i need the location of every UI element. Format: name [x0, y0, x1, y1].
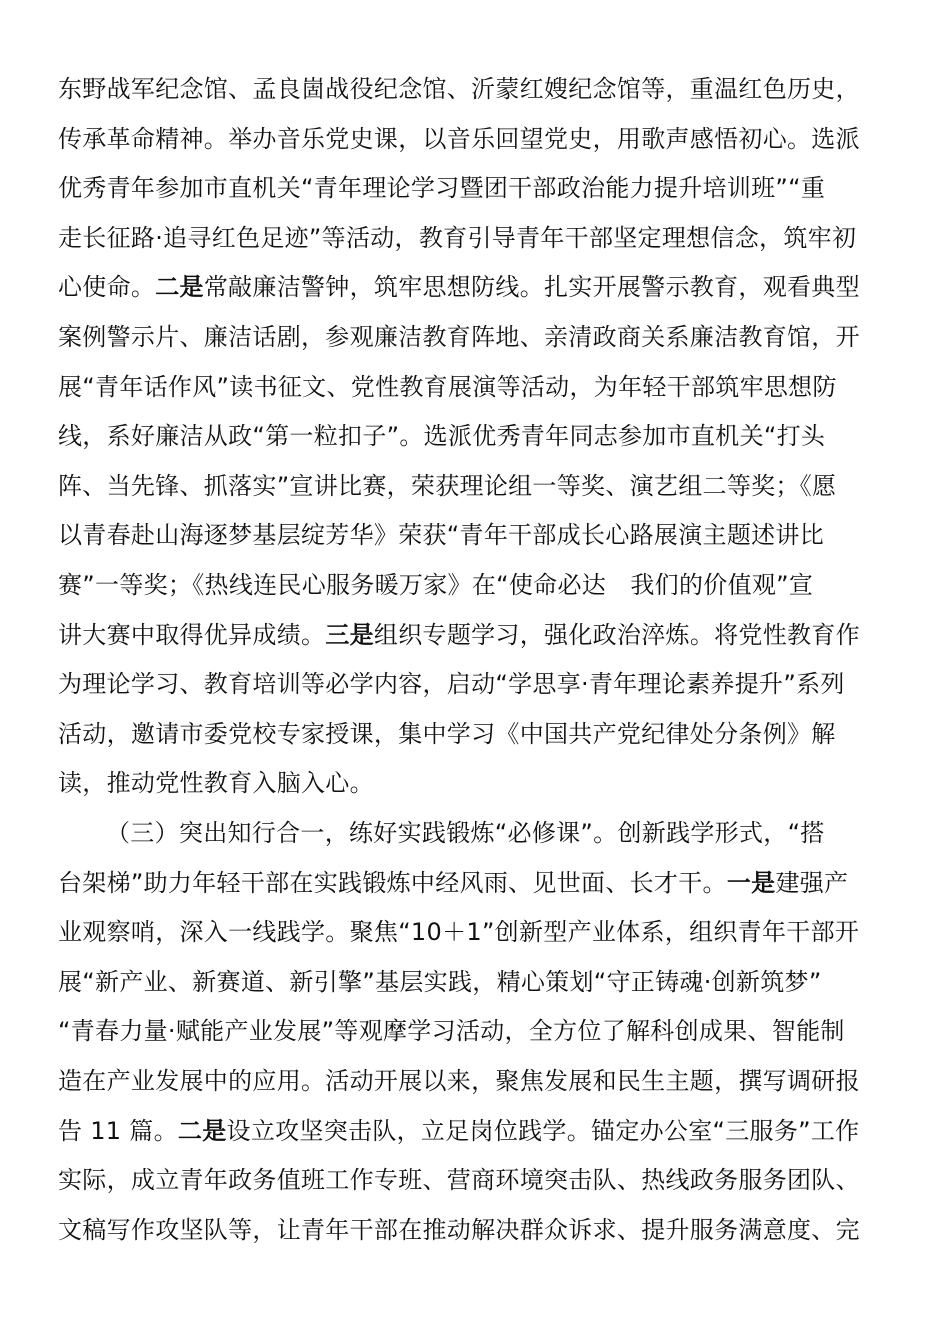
- text-segment: 传承革命精神。举办音乐党史课，以音乐回望党史，用歌声感悟初心。选派: [58, 124, 860, 153]
- text-segment: 走长征路·追寻红色足迹”等活动，教育引导青年干部坚定理想信念，筑牢初: [58, 223, 857, 252]
- text-line: [58, 69, 892, 109]
- text-segment: 组织专题学习，强化政治淬炼。将党性教育作: [373, 620, 860, 649]
- text-line: [58, 863, 892, 903]
- text-segment: 造在产业发展中的应用。活动开展以来，聚焦发展和民生主题，撰写调研报: [58, 1067, 860, 1095]
- text-line: [58, 714, 892, 754]
- text-segment: 告 11 篇。: [58, 1116, 178, 1145]
- text-line: [58, 267, 892, 307]
- text-line: [58, 1210, 892, 1250]
- text-line: [58, 1011, 892, 1051]
- text-segment: 实际，成立青年政务值班工作专班、营商环境突击队、热线政务服务团队、: [58, 1166, 860, 1195]
- text-segment: 以青春赴山海逐梦基层绽芳华》荣获“青年干部成长心路展演主题述讲比: [58, 521, 825, 550]
- text-segment: 展“青年话作风”读书征文、党性教育展演等活动，为年轻干部筑牢思想防: [58, 372, 837, 401]
- text-segment: 东野战军纪念馆、孟良崮战役纪念馆、沂蒙红嫂纪念馆等，重温红色历史，: [58, 75, 860, 103]
- text-segment: 赛”一等奖；《热线连民心服务暖万家》在“使命必达 我们的价值观”宣: [58, 571, 814, 599]
- text-segment: 业观察哨，深入一线践学。聚焦“10＋1”创新型产业体系，组织青年干部开: [58, 918, 860, 947]
- bold-marker: 二是: [155, 273, 204, 302]
- text-segment: 文稿写作攻坚队等，让青年干部在推动解决群众诉求、提升服务满意度、完: [58, 1215, 860, 1244]
- text-segment: 常敲廉洁警钟，筑牢思想防线。扎实开展警示教育，观看典型: [203, 273, 860, 302]
- text-line: [106, 813, 892, 853]
- text-line: [58, 912, 892, 952]
- text-line: [58, 218, 892, 258]
- text-line: [58, 119, 892, 159]
- bold-marker: 一是: [726, 868, 776, 897]
- text-segment: 设立攻坚突击队，立足岗位践学。锚定办公室“三服务”工作: [226, 1116, 860, 1145]
- text-line: [58, 168, 892, 208]
- text-line: [58, 317, 892, 357]
- text-line: [58, 515, 892, 555]
- bold-marker: 三是: [325, 620, 374, 649]
- text-line: [58, 1061, 892, 1101]
- text-segment: 优秀青年参加市直机关“青年理论学习暨团干部政治能力提升培训班”“重: [58, 174, 826, 203]
- text-line: [58, 763, 892, 803]
- text-segment: 展“新产业、新赛道、新引擎”基层实践，精心策划“守正铸魂·创新筑梦”: [58, 967, 822, 996]
- text-segment: 台架梯”助力年轻干部在实践锻炼中经风雨、见世面、长才干。: [58, 868, 727, 897]
- text-line: [58, 466, 892, 506]
- text-segment: 建强产: [775, 868, 849, 897]
- text-line: [58, 962, 892, 1002]
- text-line: [58, 664, 892, 704]
- text-segment: 讲大赛中取得优异成绩。: [58, 620, 326, 649]
- text-line: [58, 615, 892, 655]
- text-segment: 线，系好廉洁从政“第一粒扣子”。选派优秀青年同志参加市直机关“打头: [58, 422, 826, 451]
- text-segment: 案例警示片、廉洁话剧，参观廉洁教育阵地、亲清政商关系廉洁教育馆，开: [58, 323, 860, 351]
- bold-marker: 二是: [177, 1116, 227, 1145]
- text-segment: 为理论学习、教育培训等必学内容，启动“学思享·青年理论素养提升”系列: [58, 670, 845, 699]
- text-segment: 活动，邀请市委党校专家授课，集中学习《中国共产党纪律处分条例》解: [58, 719, 836, 748]
- text-segment: 读，推动党性教育入脑入心。: [58, 769, 374, 798]
- text-line: [58, 416, 892, 456]
- text-line: [58, 367, 892, 407]
- text-line: [58, 565, 892, 605]
- text-segment: （三）突出知行合一，练好实践锻炼“必修课”。创新践学形式，“搭: [106, 819, 825, 847]
- text-segment: 阵、当先锋、抓落实”宣讲比赛，荣获理论组一等奖、演艺组二等奖；《愿: [58, 471, 837, 500]
- text-line: [58, 1111, 892, 1151]
- text-line: [58, 1160, 892, 1200]
- text-segment: 心使命。: [58, 273, 156, 302]
- text-segment: “青春力量·赋能产业发展”等观摩学习活动，全方位了解科创成果、智能制: [58, 1017, 845, 1046]
